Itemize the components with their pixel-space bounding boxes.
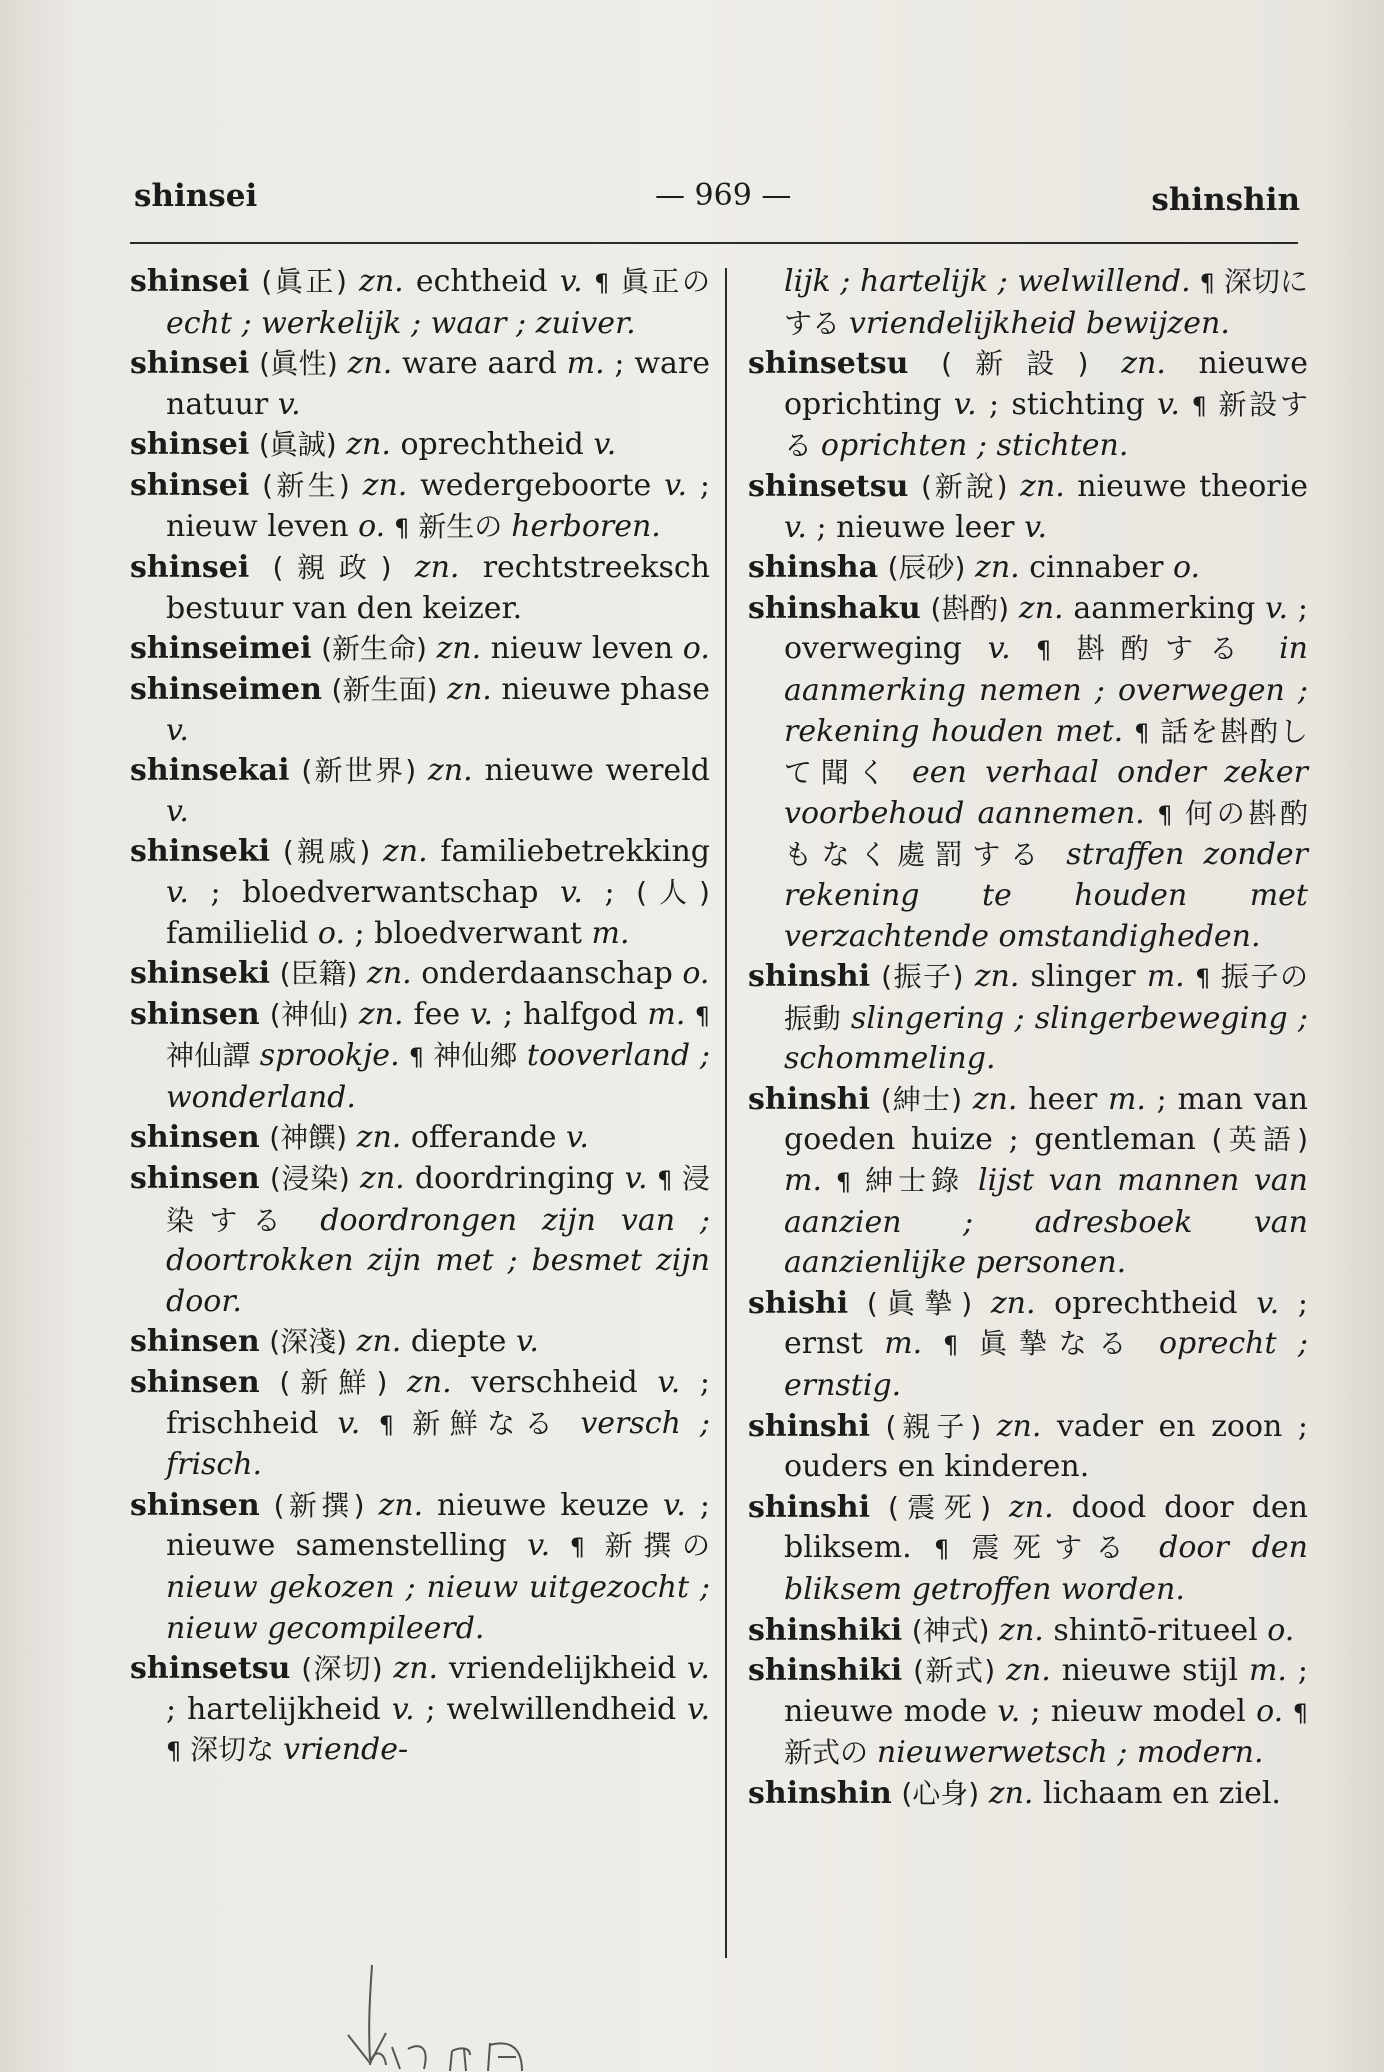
entry-headword: shinshi <box>748 1489 871 1525</box>
entry-translation: ; nieuwe mode <box>784 1653 1308 1729</box>
entry-translation: nieuwe keuze <box>423 1487 664 1523</box>
entry-translation: ; nieuw model <box>1020 1693 1257 1729</box>
entry-translation: nieuwe theorie <box>1064 468 1308 504</box>
entry-translation: echtheid <box>403 264 560 299</box>
entry-japanese-example: ¶ 新式の <box>784 1698 1309 1770</box>
part-of-speech: zn. <box>436 631 482 667</box>
dictionary-entry <box>130 751 710 832</box>
part-of-speech: zn. <box>393 1651 439 1687</box>
entry-translation-italic: m. <box>784 1163 822 1199</box>
entry-japanese-example: ¶ 神仙譚 <box>166 1001 711 1073</box>
entry-translation-italic: v. <box>593 427 617 463</box>
pilcrow-icon: ¶ <box>1157 800 1173 829</box>
entry-translation: aanmerking <box>1063 590 1266 626</box>
dictionary-entry <box>130 1649 710 1772</box>
entry-translation-italic: echt ; werkelijk ; waar ; zuiver. <box>166 305 636 341</box>
entry-headword: shinseki <box>130 834 271 870</box>
entry-translation-italic: v. <box>624 1161 648 1197</box>
part-of-speech: zn. <box>974 959 1020 995</box>
entry-translation-italic: v. <box>166 874 189 910</box>
entry-translation: familielid <box>166 915 318 951</box>
entry-translation: wedergeboorte <box>407 467 665 503</box>
pilcrow-icon: ¶ <box>933 1535 950 1564</box>
entry-kanji: (新鮮) <box>279 1366 388 1400</box>
entry-translation-italic: lijk ; hartelijk ; welwillend. <box>784 264 1191 299</box>
entry-translation-italic: o. <box>682 631 710 667</box>
entry-headword: shinsen <box>130 1487 260 1523</box>
entry-translation-italic: v. <box>1024 509 1047 545</box>
entry-translation: dood door den bliksem. <box>784 1489 1308 1566</box>
entry-translation-italic: o. <box>1267 1612 1295 1648</box>
part-of-speech: zn. <box>346 427 391 463</box>
entry-kanji: (眞摯) <box>866 1286 973 1320</box>
entry-kanji: (新式) <box>913 1654 996 1688</box>
entry-translation: ware aard <box>392 346 567 382</box>
entry-kanji: (親子) <box>885 1409 982 1443</box>
entry-headword: shinshin <box>748 1775 892 1811</box>
entry-translation-italic: v. <box>687 1691 710 1727</box>
entry-headword: shinshiki <box>748 1653 903 1689</box>
pilcrow-icon: ¶ <box>942 1331 959 1360</box>
part-of-speech: zn. <box>975 550 1020 586</box>
part-of-speech: zn. <box>972 1081 1018 1117</box>
entry-translation-italic: m. <box>591 915 630 951</box>
entry-translation-italic: m. <box>1248 1653 1287 1689</box>
part-of-speech: zn. <box>427 753 473 789</box>
entry-japanese-example: ¶ 話を斟酌して聞く <box>784 714 1308 790</box>
pilcrow-icon: ¶ <box>408 1043 425 1072</box>
part-of-speech: zn. <box>383 834 428 870</box>
entry-translation-italic: v. <box>166 712 189 748</box>
pilcrow-icon: ¶ <box>1191 391 1207 420</box>
entry-headword: shinseimei <box>130 631 312 667</box>
header-rule <box>130 242 1298 244</box>
handwritten-annotation <box>300 1965 620 2072</box>
part-of-speech: zn. <box>406 1365 452 1401</box>
entry-translation: cinnaber <box>1019 550 1173 586</box>
dictionary-entry <box>130 832 710 954</box>
dictionary-entry <box>748 344 1308 467</box>
page-header <box>130 178 1300 226</box>
entry-headword: shinsetsu <box>748 468 909 504</box>
entry-translation-italic: in aanmerking nemen ; overwegen ; rekening houden met. <box>784 631 1308 749</box>
entry-translation-italic: oprichten ; stichten. <box>820 428 1129 464</box>
entry-translation: diepte <box>401 1324 516 1360</box>
entry-translation-italic: een verhaal onder zeker voorbehoud aannemen. <box>784 755 1308 831</box>
pilcrow-icon: ¶ <box>1199 269 1215 297</box>
part-of-speech: zn. <box>356 1120 402 1156</box>
dictionary-entry <box>130 466 710 548</box>
entry-japanese-example: ¶ 浸染する <box>166 1162 710 1237</box>
pilcrow-icon: ¶ <box>1134 718 1150 747</box>
entry-translation-italic: sprookje. <box>259 1038 400 1074</box>
entry-headword: shinseimen <box>130 671 322 707</box>
entry-translation: ; man van goeden huize ; gentleman <box>784 1081 1308 1158</box>
entry-translation-italic: v. <box>657 1365 681 1401</box>
entry-translation-italic: m. <box>566 346 605 382</box>
dictionary-entry <box>748 589 1308 957</box>
pilcrow-icon: ¶ <box>657 1166 673 1195</box>
dictionary-entry <box>748 1080 1308 1284</box>
entry-kanji: (振子) <box>881 960 964 994</box>
part-of-speech: zn. <box>1020 468 1065 504</box>
entry-headword: shinsha <box>748 550 879 586</box>
entry-headword: shinshi <box>748 959 871 995</box>
entry-translation: ; ernst <box>784 1285 1308 1362</box>
left-column <box>130 262 710 1772</box>
entry-translation-italic: m. <box>1107 1081 1146 1117</box>
part-of-speech: zn. <box>999 1612 1044 1648</box>
entry-translation-italic: herboren. <box>511 508 661 544</box>
entry-kanji: (神式) <box>911 1613 990 1647</box>
pilcrow-icon: ¶ <box>378 1410 394 1439</box>
dictionary-entry <box>130 262 710 344</box>
entry-japanese-example: ¶ 眞正の <box>594 265 710 298</box>
entry-kanji: (新世界) <box>301 754 417 788</box>
right-running-headword: shinshin <box>1151 182 1300 218</box>
entry-translation: nieuwe stijl <box>1050 1653 1249 1689</box>
entry-translation-italic: versch ; frisch. <box>166 1405 710 1483</box>
dictionary-entry <box>130 1363 710 1486</box>
dictionary-entry <box>748 957 1308 1080</box>
entry-headword: shinsetsu <box>748 346 909 382</box>
part-of-speech: zn. <box>347 346 393 382</box>
entry-translation-italic: v. <box>784 509 807 545</box>
entry-translation: nieuwe oprichting <box>784 346 1308 422</box>
entry-translation: ; bloedverwantschap <box>188 874 561 910</box>
part-of-speech: zn. <box>362 467 408 503</box>
entry-kanji: (眞正) <box>261 265 347 298</box>
entry-translation-italic: v. <box>391 1691 415 1727</box>
entry-headword: shinsen <box>130 1120 260 1156</box>
column-divider <box>725 268 727 1958</box>
left-running-headword: shinsei <box>134 178 258 214</box>
part-of-speech: zn. <box>1018 590 1064 626</box>
dictionary-entry <box>130 629 710 670</box>
entry-translation: ; halfgod <box>493 996 648 1032</box>
entry-headword: shinsei <box>130 346 250 382</box>
entry-kanji: (深切) <box>301 1652 383 1686</box>
pilcrow-icon: ¶ <box>1292 1698 1309 1727</box>
entry-translation-italic: v. <box>337 1405 361 1441</box>
entry-japanese-example: ¶ 新設する <box>784 387 1308 463</box>
entry-translation-italic: v. <box>1265 590 1289 626</box>
entry-translation: verschheid <box>451 1365 658 1401</box>
page-number: — 969 — <box>655 178 792 213</box>
entry-headword: shinsei <box>130 467 250 503</box>
entry-translation: oprechtheid <box>1035 1285 1257 1321</box>
entry-translation: nieuw leven <box>481 631 683 667</box>
entry-headword: shinsei <box>130 264 250 299</box>
part-of-speech: zn. <box>1006 1653 1051 1689</box>
dictionary-entry <box>748 467 1308 548</box>
entry-kanji: (新生命) <box>321 632 427 666</box>
entry-japanese-example: ¶ 震死する <box>933 1531 1160 1565</box>
part-of-speech: zn. <box>360 1161 405 1197</box>
entry-translation-italic: m. <box>1146 959 1185 995</box>
dictionary-entry <box>748 548 1308 589</box>
entry-translation: ; welwillendheid <box>414 1691 688 1727</box>
entry-japanese-example: ¶ 新生の <box>394 509 512 543</box>
entry-translation-italic: v. <box>953 386 977 422</box>
entry-translation-italic: tooverland ; wonderland. <box>166 1038 710 1115</box>
dictionary-entry <box>748 1774 1308 1815</box>
dictionary-entry <box>130 1322 710 1363</box>
entry-translation: ; hartelijkheid <box>166 1691 392 1727</box>
entry-kanji: (新說) <box>920 469 1008 503</box>
entry-kanji: (新生面) <box>331 672 438 706</box>
entry-translation-italic: vriendelijkheid bewijzen. <box>848 305 1230 341</box>
dictionary-entry <box>130 1159 710 1322</box>
entry-translation-italic: doordrongen zijn van ; doortrokken zijn met ; besmet zijn door. <box>166 1202 710 1319</box>
entry-translation: doordringing <box>404 1161 625 1197</box>
entry-translation: nieuwe wereld <box>472 753 710 789</box>
entry-translation-italic: lijst van mannen van aanzien ; adresboek van aanzienlijke personen. <box>784 1163 1308 1281</box>
entry-headword: shinsei <box>130 550 250 586</box>
dictionary-entry <box>130 670 710 751</box>
entry-kanji: (神饌) <box>269 1121 348 1155</box>
entry-translation: slinger <box>1019 959 1147 995</box>
entry-headword: shinshaku <box>748 590 921 626</box>
entry-kanji: (新撰) <box>273 1488 365 1522</box>
entry-kanji: (新設) <box>941 347 1089 381</box>
entry-kanji: (紳士) <box>880 1082 963 1116</box>
entry-translation: nieuwe phase <box>491 671 710 707</box>
dictionary-entry <box>748 1651 1308 1774</box>
entry-translation-italic: v. <box>566 1120 589 1156</box>
entry-japanese-example: (英語) <box>1211 1123 1309 1157</box>
entry-japanese-example: ¶ 何の斟酌もなく處罰する <box>784 796 1308 872</box>
dictionary-entry <box>130 1486 710 1649</box>
entry-translation: ; nieuwe samenstelling <box>166 1487 710 1564</box>
entry-japanese-example: ¶ 振子の振動 <box>784 960 1308 1035</box>
entry-translation-italic: v. <box>560 874 583 910</box>
entry-headword: shishi <box>748 1285 849 1321</box>
entry-translation: rechtstreeksch bestuur van den keizer. <box>166 550 710 626</box>
entry-translation-italic: o. <box>317 915 345 951</box>
part-of-speech: zn. <box>1121 346 1166 382</box>
part-of-speech: zn. <box>367 956 412 992</box>
dictionary-entry <box>130 344 710 425</box>
entry-translation-italic: straffen zonder rekening te houden met verzachtende omstandigheden. <box>784 837 1309 954</box>
entry-translation-italic: v. <box>664 467 688 503</box>
entry-translation-italic: v. <box>1157 386 1180 422</box>
entry-translation: ; bloedverwant <box>344 915 592 951</box>
entry-headword: shinsetsu <box>130 1651 291 1687</box>
entry-translation: offerande <box>401 1120 567 1156</box>
entry-translation-italic: v. <box>527 1528 551 1564</box>
entry-headword: shinshi <box>748 1081 871 1117</box>
dictionary-entry <box>130 1118 710 1159</box>
entry-headword: shinsekai <box>130 753 290 789</box>
entry-kanji: (浸染) <box>269 1162 350 1196</box>
entry-translation: shintō-ritueel <box>1043 1612 1268 1648</box>
entry-kanji: (親戚) <box>282 835 371 869</box>
entry-translation: fee <box>403 996 471 1032</box>
entry-kanji: (神仙) <box>269 997 349 1031</box>
dictionary-entry <box>130 954 710 995</box>
entry-translation-italic: v. <box>687 1651 710 1687</box>
right-column <box>748 262 1308 1815</box>
entry-translation: ; frischheid <box>166 1365 710 1441</box>
dictionary-entry <box>130 425 710 466</box>
dictionary-entry <box>748 262 1308 344</box>
entry-translation: ; ware natuur <box>166 346 710 422</box>
entry-japanese-example: ¶ 新撰の <box>569 1529 710 1563</box>
entry-headword: shinshi <box>748 1408 871 1444</box>
entry-kanji: (臣籍) <box>279 957 358 991</box>
part-of-speech: zn. <box>359 264 404 299</box>
entry-translation-italic: m. <box>647 996 686 1032</box>
entry-translation-italic: nieuwerwetsch ; modern. <box>876 1735 1264 1771</box>
entry-kanji: (新生) <box>262 468 350 502</box>
entry-translation-italic: v. <box>559 264 583 299</box>
entry-headword: shinseki <box>130 956 271 992</box>
dictionary-entry <box>748 1488 1308 1611</box>
pilcrow-icon: ¶ <box>1035 636 1052 665</box>
entry-japanese-example: ¶ 斟酌する <box>1035 632 1280 666</box>
entry-translation: vader en zoon ; ouders en kinderen. <box>784 1408 1308 1485</box>
entry-translation-italic: m. <box>884 1326 923 1362</box>
pilcrow-icon: ¶ <box>394 513 410 542</box>
pilcrow-icon: ¶ <box>694 1001 711 1030</box>
entry-translation: ; nieuw leven <box>166 467 710 544</box>
entry-translation-italic: o. <box>358 508 386 544</box>
dictionary-entry <box>748 1611 1308 1652</box>
entry-headword: shinshiki <box>748 1612 903 1648</box>
entry-translation: ; overweging <box>784 590 1308 667</box>
entry-translation-italic: vriende- <box>283 1732 409 1768</box>
entry-headword: shinsen <box>130 996 260 1032</box>
entry-translation-italic: o. <box>1256 1693 1284 1729</box>
entry-kanji: (眞性) <box>259 347 338 381</box>
entry-translation-italic: oprecht ; ernstig. <box>784 1326 1308 1404</box>
part-of-speech: zn. <box>988 1775 1034 1811</box>
entry-translation: heer <box>1017 1081 1108 1117</box>
entry-translation: oprechtheid <box>390 427 594 463</box>
dictionary-entry <box>748 1407 1308 1488</box>
entry-japanese-example: ¶ 深切な <box>166 1733 284 1767</box>
entry-kanji: (震死) <box>887 1490 992 1524</box>
entry-translation-italic: v. <box>277 386 301 422</box>
entry-japanese-example: ¶ 神仙郷 <box>408 1039 527 1073</box>
entry-kanji: (心身) <box>901 1776 980 1810</box>
part-of-speech: zn. <box>356 1324 402 1360</box>
entry-japanese-example: ¶ 深切にする <box>784 265 1308 340</box>
entry-translation-italic: o. <box>682 956 710 992</box>
entry-headword: shinsen <box>130 1161 260 1197</box>
entry-translation-italic: o. <box>1172 550 1201 586</box>
pilcrow-icon: ¶ <box>1195 964 1211 993</box>
dictionary-entry <box>130 548 710 629</box>
entry-translation-italic: v. <box>1256 1285 1280 1321</box>
entry-translation-italic: v. <box>470 996 493 1032</box>
part-of-speech: zn. <box>447 671 492 707</box>
entry-translation: ; <box>582 874 637 910</box>
entry-japanese-example: ¶ 新鮮なる <box>378 1406 581 1440</box>
entry-headword: shinsei <box>130 427 250 463</box>
entry-kanji: (辰砂) <box>887 551 966 585</box>
part-of-speech: zn. <box>1009 1489 1054 1525</box>
part-of-speech: zn. <box>378 1487 424 1523</box>
dictionary-entry <box>748 1284 1308 1407</box>
entry-translation-italic: nieuw gekozen ; nieuw uitgezocht ; nieuw gecompileerd. <box>166 1570 710 1646</box>
pilcrow-icon: ¶ <box>569 1533 586 1562</box>
part-of-speech: zn. <box>990 1285 1036 1321</box>
entry-translation-italic: slingering ; slingerbeweging ; schommeling. <box>784 1000 1308 1077</box>
entry-translation: onderdaanschap <box>411 956 683 992</box>
entry-kanji: (眞誠) <box>258 428 337 462</box>
entry-translation: familiebetrekking <box>427 834 710 870</box>
entry-japanese-example: ¶ 紳士錄 <box>835 1164 979 1198</box>
entry-translation-italic: v. <box>663 1487 686 1523</box>
entry-translation-italic: v. <box>987 631 1011 667</box>
dictionary-entry <box>130 995 710 1119</box>
entry-kanji: (深淺) <box>269 1325 348 1359</box>
entry-kanji: (親政) <box>272 551 392 585</box>
entry-translation: lichaam en ziel. <box>1033 1775 1281 1811</box>
entry-translation-italic: v. <box>997 1693 1021 1729</box>
pilcrow-icon: ¶ <box>166 1737 182 1766</box>
part-of-speech: zn. <box>414 550 460 586</box>
entry-translation-italic: v. <box>515 1324 539 1360</box>
entry-translation: vriendelijkheid <box>438 1651 688 1687</box>
entry-headword: shinsen <box>130 1365 260 1401</box>
pilcrow-icon: ¶ <box>594 269 610 297</box>
pilcrow-icon: ¶ <box>835 1168 852 1197</box>
entry-japanese-example: (人) <box>636 875 710 909</box>
entry-translation-italic: v. <box>166 793 189 829</box>
part-of-speech: zn. <box>358 996 404 1032</box>
entry-translation-italic: door den bliksem getroffen worden. <box>784 1530 1308 1607</box>
entry-headword: shinsen <box>130 1324 260 1360</box>
entry-translation: ; nieuwe leer <box>806 509 1025 545</box>
part-of-speech: zn. <box>996 1408 1042 1444</box>
entry-translation: ; stichting <box>976 386 1157 422</box>
entry-kanji: (斟酌) <box>930 591 1010 625</box>
entry-japanese-example: ¶ 眞摯なる <box>942 1327 1159 1361</box>
